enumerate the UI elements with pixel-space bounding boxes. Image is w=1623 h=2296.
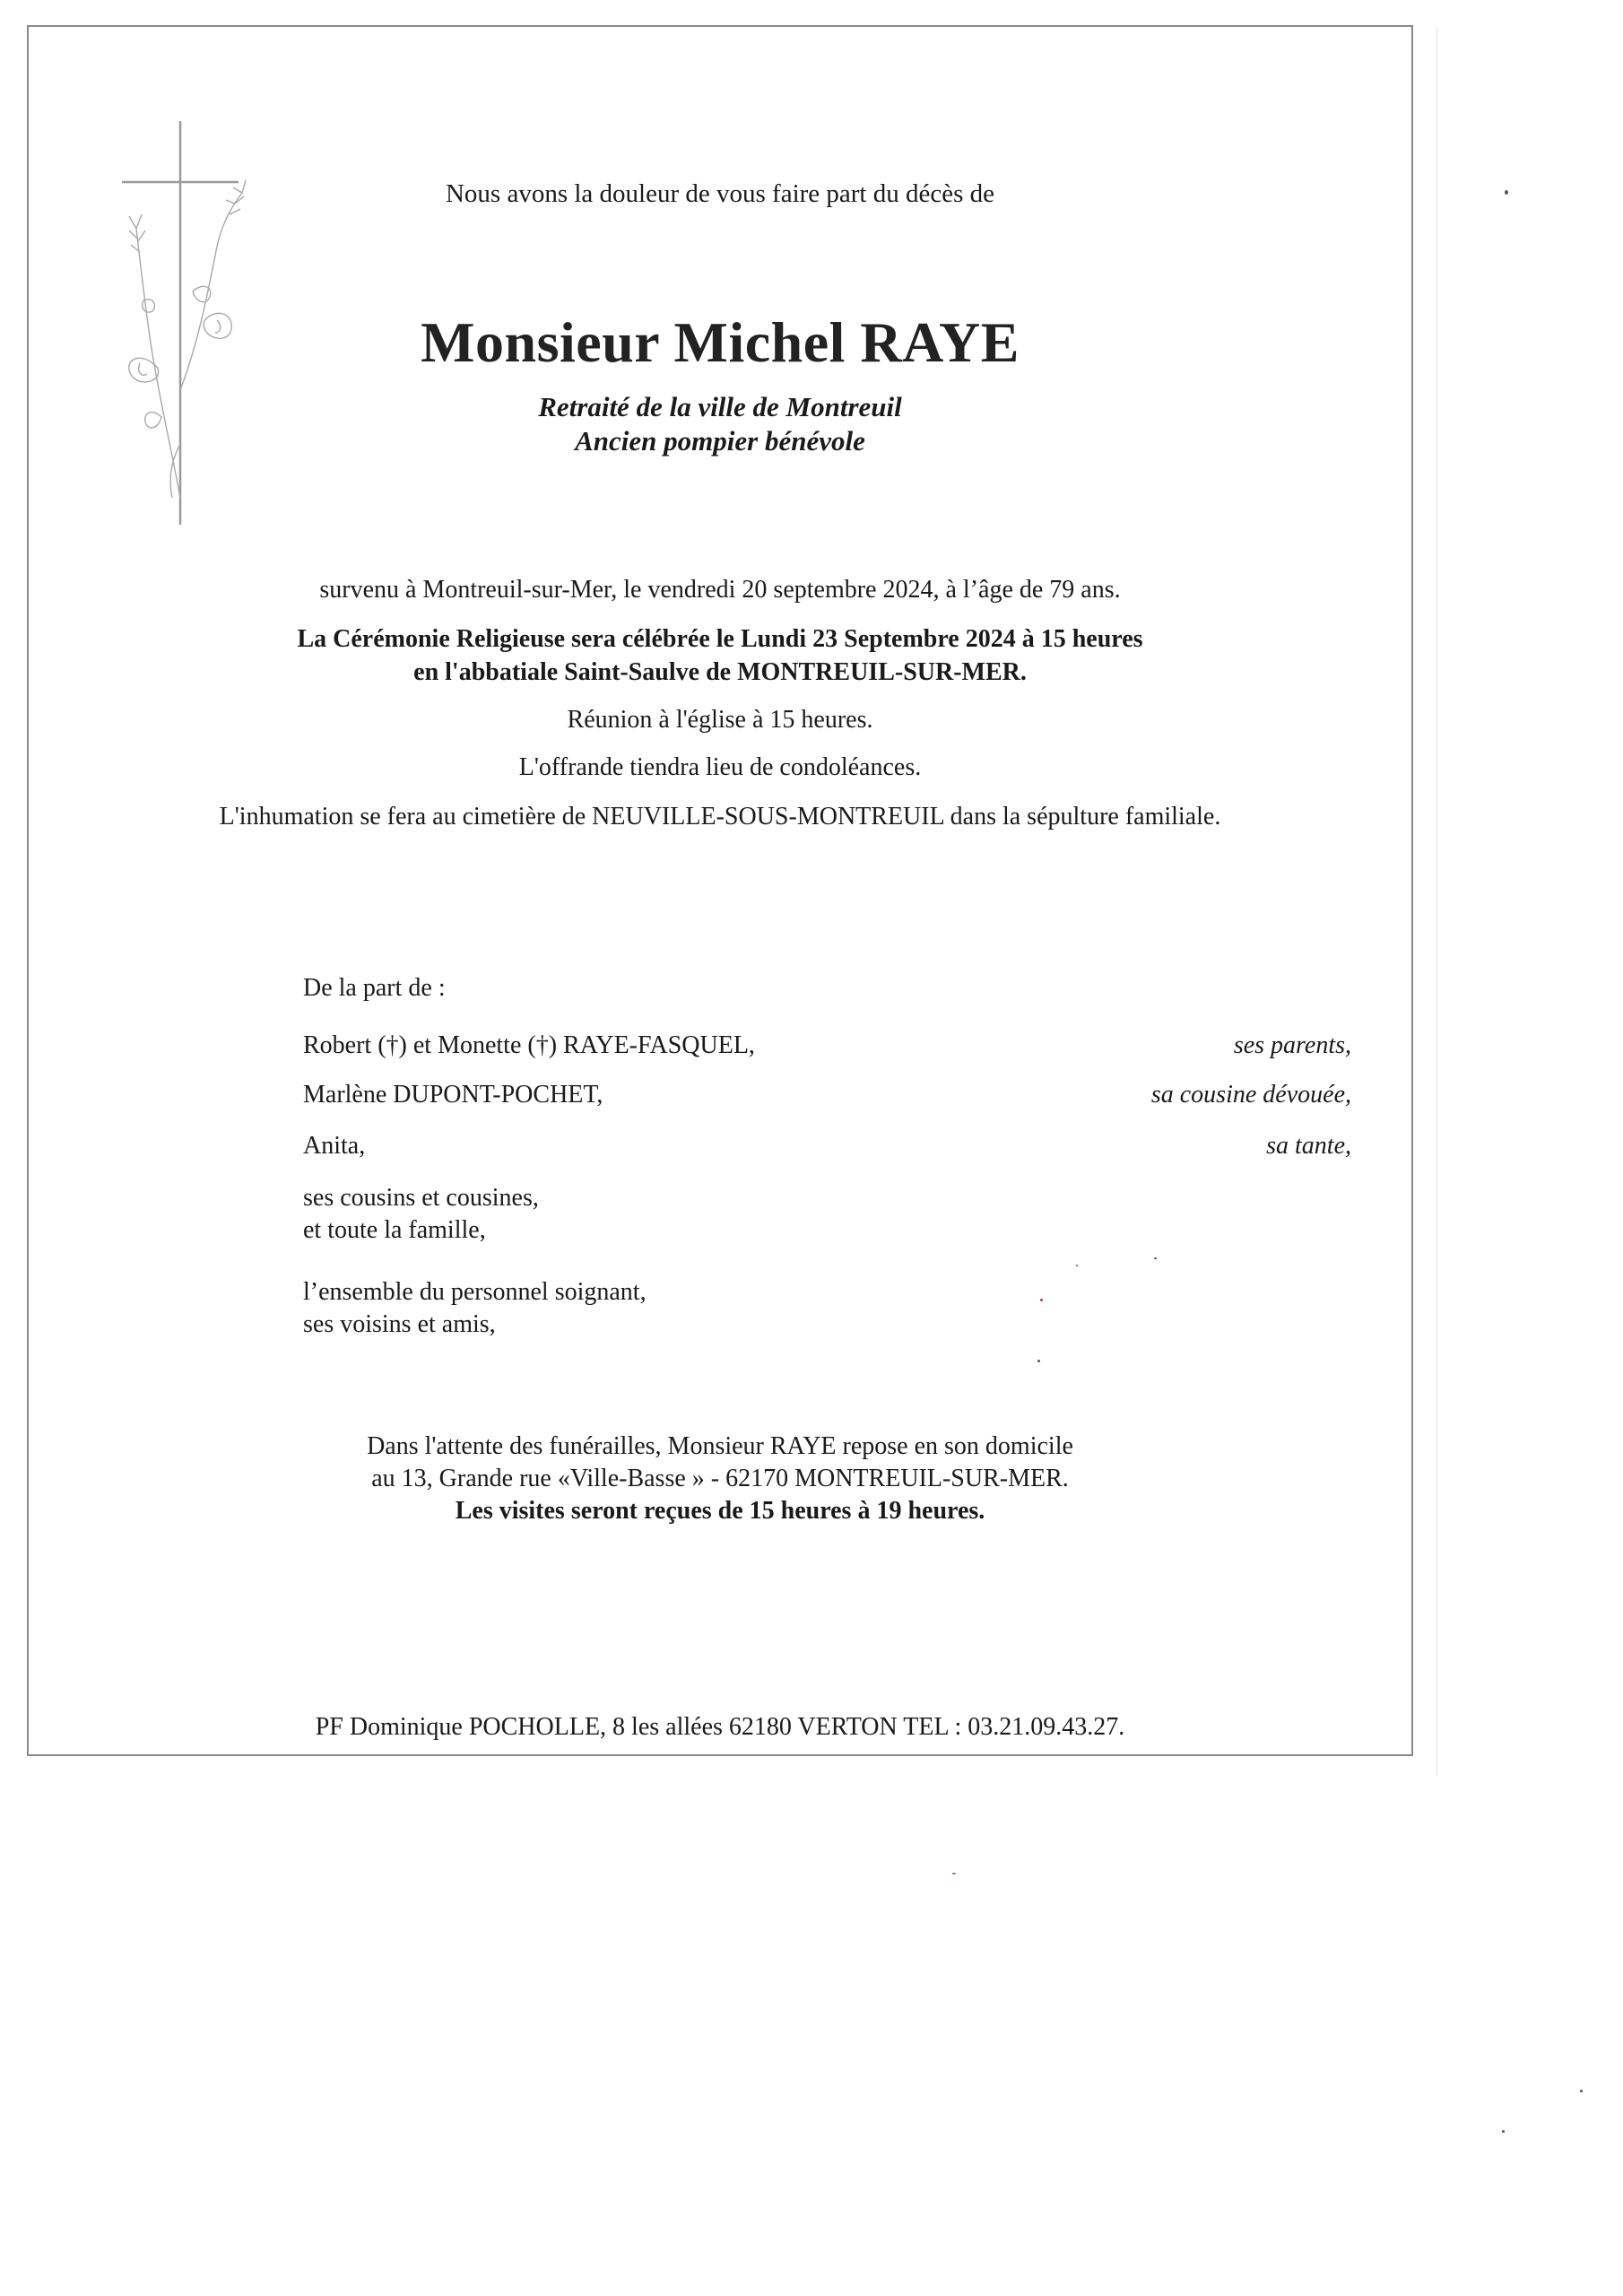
ceremony-location: en l'abbatiale Saint-Saulve de MONTREUIL-SUR-MER.	[413, 658, 1027, 686]
scan-speck	[1505, 190, 1508, 195]
ceremony-details: La Cérémonie Religieuse sera célébrée le Lundi 23 Septembre 2024 à 15 heures	[297, 625, 1143, 653]
scan-speck	[1037, 1360, 1040, 1362]
visitation-line-1: Dans l'attente des funérailles, Monsieur RAYE repose en son domicile	[367, 1432, 1073, 1460]
offering-info: L'offrande tiendra lieu de condoléances.	[518, 753, 922, 781]
visitation-hours: Les visites seront reçues de 15 heures à 19 heures.	[455, 1497, 985, 1525]
deceased-title-2: Ancien pompier bénévole	[575, 425, 865, 457]
death-details: survenu à Montreuil-sur-Mer, le vendredi 20 septembre 2024, à l’âge de 79 ans.	[319, 576, 1121, 604]
scan-speck	[1502, 2130, 1505, 2133]
scan-speck	[1076, 1265, 1078, 1266]
intro-text: Nous avons la douleur de vous faire part du décès de	[445, 179, 995, 208]
deceased-name: Monsieur Michel RAYE	[421, 310, 1020, 374]
meeting-info: Réunion à l'église à 15 heures.	[567, 706, 873, 734]
scan-speck	[1154, 1257, 1157, 1259]
scan-speck	[1040, 1299, 1043, 1301]
family-entry-relation: ses parents,	[1233, 1031, 1351, 1059]
scan-speck	[1580, 2090, 1583, 2092]
family-entry-name: ses cousins et cousines,	[303, 1184, 539, 1212]
family-entry-name: ses voisins et amis,	[303, 1310, 496, 1338]
family-entry-name: Robert (†) et Monette (†) RAYE-FASQUEL,	[303, 1031, 755, 1059]
scan-edge-line	[1436, 27, 1437, 1776]
visitation-address: au 13, Grande rue «Ville-Basse » - 62170 MONTREUIL-SUR-MER.	[371, 1465, 1069, 1492]
family-entry-relation: sa cousine dévouée,	[1150, 1081, 1351, 1109]
deceased-title-1: Retraité de la ville de Montreuil	[538, 391, 902, 422]
family-entry-name: et toute la famille,	[303, 1216, 486, 1244]
funeral-home-footer: PF Dominique POCHOLLE, 8 les allées 62180 VERTON TEL : 03.21.09.43.27.	[315, 1713, 1125, 1741]
family-entry-name: Anita,	[303, 1132, 366, 1160]
family-entry-name: Marlène DUPONT-POCHET,	[303, 1081, 603, 1109]
burial-info: L'inhumation se fera au cimetière de NEUVILLE-SOUS-MONTREUIL dans la sépulture familiale.	[219, 803, 1221, 831]
family-label: De la part de :	[303, 974, 446, 1002]
family-entry-name: l’ensemble du personnel soignant,	[303, 1278, 647, 1306]
scan-speck	[952, 1873, 956, 1874]
family-entry-relation: sa tante,	[1266, 1132, 1351, 1160]
